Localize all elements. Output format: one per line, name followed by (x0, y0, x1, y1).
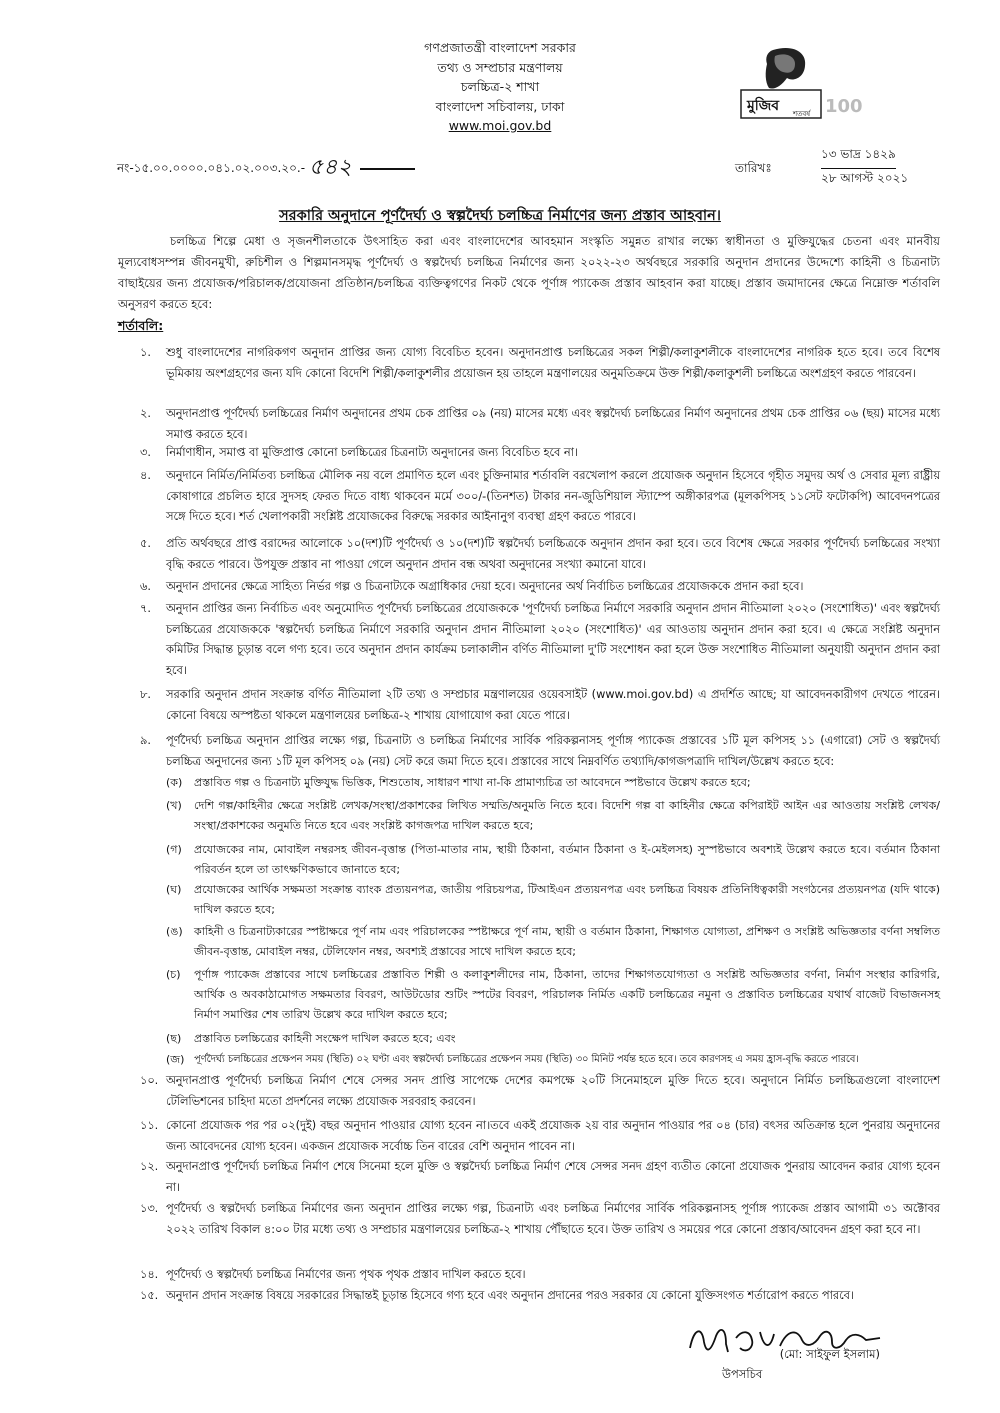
subitem-text: প্রস্তাবিত চলচ্চিত্রের কাহিনী সংক্ষেপ দাখিল করতে হবে; এবং (194, 1032, 456, 1045)
conditions-heading: শর্তাবলি: (118, 318, 164, 333)
condition-number: ১৫. (140, 1289, 159, 1302)
condition-item-14 (118, 1265, 940, 1286)
ministry-name: তথ্য ও সম্প্রচার মন্ত্রণালয় (437, 59, 563, 75)
condition-number: ১৩. (140, 1202, 159, 1215)
svg-text:শতবর্ষ: শতবর্ষ (793, 110, 811, 118)
section-name: চলচ্চিত্র-২ শাখা (460, 79, 540, 94)
condition-text: শুধু বাংলাদেশের নাগরিকগণ অনুদান প্রাপ্তির জন্য যোগ্য বিবেচিত হবেন। অনুদানপ্রাপ্ত চলচ্চিত্রের সকল শিল্পী/কলাকুশলীকে বাংলাদেশের নাগরিক হতে হবে। তবে বিশেষ ভূমিকায় অংশগ্রহণের জন্য যদি কোনো বিদেশি শিল্পী/কলাকুশলীর প্রয়োজন হয় তাহলে মন্ত্রণালয়ের অনুমতিক্রমে উক্ত শিল্পী/কলাকুশলী চলচ্চিত্রে অংশগ্রহণ করতে পারবেন। (166, 346, 940, 380)
subitem-text: কাহিনী ও চিত্রনাট্যকারের স্পষ্টাক্ষরে পূর্ণ নাম এবং পরিচালকের স্পষ্টাক্ষরে পূর্ণ নাম, স্থায়ী ও বর্তমান ঠিকানা, শিক্ষাগত যোগ্যতা, প্রশিক্ষণ ও সংশ্লিষ্ট অভিজ্ঞতার বর্ণনা সম্বলিত জীবন-বৃত্তান্ত, মোবাইল নম্বর, টেলিফোন নম্বর, অবশ্যই প্রস্তাবের সাথে দাখিল করতে হবে; (194, 925, 940, 958)
govt-name: গণপ্রজাতন্ত্রী বাংলাদেশ সরকার (424, 40, 576, 55)
condition-text: অনুদান প্রদানের ক্ষেত্রে সাহিত্য নির্ভর গল্প ও চিত্রনাট্যকে অগ্রাধিকার দেয়া হবে। অনুদানের অর্থ নির্বাচিত চলচ্চিত্রের প্রযোজককে প্রদান করা হবে। (166, 580, 804, 593)
memo-number-text: নং-১৫.০০.০০০০.০৪১.০২.০০৩.২০.- (117, 161, 306, 175)
condition-text: প্রতি অর্থবছরে প্রাপ্ত বরাদ্দের আলোকে ১০(দশ)টি পূর্ণদৈর্ঘ্য ও ১০(দশ)টি স্বল্পদৈর্ঘ্য চলচ্চিত্রকে অনুদান প্রদান করা হবে। তবে বিশেষ ক্ষেত্রে সরকার পূর্ণদৈর্ঘ্য চলচ্চিত্রের সংখ্যা বৃদ্ধি করতে পারবে। উপযুক্ত প্রস্তাব না পাওয়া গেলে অনুদান প্রদান বন্ধ অথবা অনুদানের সংখ্যা কমানো যাবে। (166, 537, 940, 571)
memo-handwritten-number: ৫৪২ (308, 155, 352, 180)
condition-item-5 (118, 534, 940, 575)
condition-item-7 (118, 599, 940, 681)
subitem-cha (166, 965, 940, 1025)
condition-number: ৭. (140, 602, 151, 615)
condition-number: ৯. (140, 734, 151, 747)
condition-number: ৪. (140, 469, 151, 482)
condition-number: ১২. (140, 1160, 159, 1173)
condition-item-1 (118, 343, 940, 384)
subitem-label: (জ) (166, 1053, 185, 1066)
condition-number: ৬. (140, 580, 151, 593)
subitem-umo (166, 922, 940, 962)
subitem-text: প্রযোজকের আর্থিক সক্ষমতা সংক্রান্ত ব্যাংক প্রত্যয়নপত্র, জাতীয় পরিচয়পত্র, টিআইএন প্রত্যয়নপত্র এবং চলচ্চিত্র বিষয়ক প্রতিনিধিত্বকারী সংগঠনের প্রত্যয়নপত্র (যদি থাকে) দাখিল করতে হবে; (194, 883, 940, 916)
subitem-text: প্রযোজকের নাম, মোবাইল নম্বরসহ জীবন-বৃত্তান্ত (পিতা-মাতার নাম, স্থায়ী ঠিকানা, বর্তমান ঠিকানা ও ই-মেইলসহ) সুস্পষ্টভাবে অবশ্যই উল্লেখ করতে হবে। বর্তমান ঠিকানা পরিবর্তন হলে তা তাৎক্ষণিকভাবে জানাতে হবে; (194, 843, 940, 876)
memo-underline (360, 168, 415, 170)
subitem-label: (গ) (166, 843, 182, 856)
condition-number: ২. (140, 407, 151, 420)
subitem-text: পূর্ণাঙ্গ প্যাকেজ প্রস্তাবের সাথে চলচ্চিত্রের প্রস্তাবিত শিল্পী ও কলাকুশলীদের নাম, ঠিকানা, তাদের শিক্ষাগতযোগ্যতা ও সংশ্লিষ্ট অভিজ্ঞতার বর্ণনা, নির্মাণ সংস্থার কারিগরি, আর্থিক ও অবকাঠামোগত সক্ষমতার বিবরণ, আউটডোর শুটিং স্পটের বিবরণ, পরিচালক নির্মিত একটি চলচ্চিত্রের নমুনা ও প্রস্তাবিত চলচ্চিত্রের যথার্থ বাজেট বিভাজনসহ নির্মাণ সমাপ্তির শেষ তারিখ উল্লেখ করে দাখিল করতে হবে; (194, 968, 940, 1021)
condition-item-9 (118, 731, 940, 772)
subitem-ja (166, 1050, 940, 1070)
date-label: তারিখঃ (735, 161, 772, 175)
date-english: ২৮ আগস্ট ২০২১ (821, 171, 909, 185)
subitem-kha (166, 796, 940, 836)
condition-number: ৫. (140, 537, 151, 550)
condition-item-13 (118, 1199, 940, 1240)
subitem-label: (ছ) (166, 1032, 182, 1045)
condition-item-15 (118, 1286, 940, 1307)
condition-text: অনুদান প্রাপ্তির জন্য নির্বাচিত এবং অনুমোদিত পূর্ণদৈর্ঘ্য চলচ্চিত্রের প্রযোজককে 'পূর্ণদৈর্ঘ্য চলচ্চিত্র নির্মাণে সরকারি অনুদান প্রদান নীতিমালা ২০২০ (সংশোধিত)' এবং স্বল্পদৈর্ঘ্য চলচ্চিত্রের প্রযোজককে 'স্বল্পদৈর্ঘ্য চলচ্চিত্র নির্মাণে সরকারি অনুদান প্রদান নীতিমালা ২০২০ (সংশোধিত)' এর আওতায় অনুদান প্রদান করা হবে। এ ক্ষেত্রে সংশ্লিষ্ট অনুদান কমিটির সিদ্ধান্ত চূড়ান্ত বলে গণ্য হবে। তবে অনুদান প্রদান কার্যক্রম চলাকালীন বর্ণিত নীতিমালা দু'টি সংশোধন করা হলে উক্ত সংশোধিত নীতিমালা অনুযায়ী অনুদান প্রদান করা হবে। (166, 602, 940, 677)
condition-text: অনুদান প্রদান সংক্রান্ত বিষয়ে সরকারের সিদ্ধান্তই চূড়ান্ত হিসেবে গণ্য হবে এবং অনুদান প্রদানের পরও সরকার যে কোনো যুক্তিসংগত শর্তারোপ করতে পারবে। (166, 1289, 854, 1302)
subitem-chha (166, 1029, 940, 1049)
condition-number: ৮. (140, 688, 151, 701)
subitem-label: (চ) (166, 968, 181, 981)
condition-item-4 (118, 466, 940, 528)
subitem-text: দেশি গল্প/কাহিনীর ক্ষেত্রে সংশ্লিষ্ট লেখক/সংস্থা/প্রকাশকের লিখিত সম্মতি/অনুমতি নিতে হবে। বিদেশি গল্প বা কাহিনীর ক্ষেত্রে কপিরাইট আইন এর আওতায় সংশ্লিষ্ট লেখক/সংস্থা/প্রকাশকের অনুমতি নিতে হবে এবং সংশ্লিষ্ট কাগজপত্র দাখিল করতে হবে; (194, 799, 940, 832)
condition-text: সরকারি অনুদান প্রদান সংক্রান্ত বর্ণিত নীতিমালা ২টি তথ্য ও সম্প্রচার মন্ত্রণালয়ের ওয়েবসাইট (www.moi.gov.bd) এ প্রদর্শিত আছে; যা আবেদনকারীগণ দেখতে পারেন। কোনো বিষয়ে অস্পষ্টতা থাকলে মন্ত্রণালয়ের চলচ্চিত্র-২ শাখায় যোগাযোগ করা যেতে পারে। (166, 688, 940, 722)
mujib-borsho-logo (735, 44, 865, 122)
condition-number: ১১. (140, 1119, 159, 1132)
memo-number (117, 148, 415, 185)
condition-item-10 (118, 1071, 940, 1112)
website-link[interactable]: www.moi.gov.bd (448, 118, 552, 133)
office-address: বাংলাদেশ সচিবালয়, ঢাকা (435, 98, 565, 114)
svg-text:মুজিব: মুজিব (747, 98, 780, 114)
subitem-ka (166, 773, 940, 793)
subitem-gha (166, 880, 940, 920)
condition-item-8 (118, 685, 940, 726)
subitem-label: (ঙ) (166, 925, 183, 938)
condition-number: ১৪. (140, 1268, 159, 1281)
condition-text: অনুদানে নির্মিত/নির্মিতব্য চলচ্চিত্র মৌলিক নয় বলে প্রমাণিত হলে এবং চুক্তিনামার শর্তাবলি বরখেলাপ করলে প্রযোজক অনুদান হিসেবে গৃহীত সমুদয় অর্থ ও সেবার মূল্য রাষ্ট্রীয় কোষাগারে প্রচলিত হারে সুদসহ ফেরত দিতে বাধ্য থাকবেন মর্মে ৩০০/-(তিনশত) টাকার নন-জুডিশিয়াল স্ট্যাম্পে অঙ্গীকারপত্র (মূলকপিসহ ১১সেট ফটোকপি) আবেদনপত্রের সঙ্গে দিতে হবে। শর্ত খেলাপকারী সংশ্লিষ্ট প্রযোজকের বিরুদ্ধে সরকার আইনানুগ ব্যবস্থা গ্রহণ করতে পারবে। (166, 469, 940, 523)
subitem-label: (ঘ) (166, 883, 182, 896)
subitem-label: (খ) (166, 799, 182, 812)
condition-text: কোনো প্রযোজক পর পর ০২(দুই) বছর অনুদান পাওয়ার যোগ্য হবেন না।তবে একই প্রযোজক ২য় বার অনুদান পাওয়ার পর ০৪ (চার) বৎসর অতিক্রান্ত হলে পুনরায় অনুদানের জন্য আবেদনের যোগ্য হবেন। একজন প্রযোজক সর্বোচ্চ তিন বারের বেশি অনুদান পাবেন না। (166, 1119, 940, 1153)
condition-number: ১. (140, 346, 151, 359)
condition-item-6 (118, 577, 940, 598)
condition-text: পূর্ণদৈর্ঘ্য ও স্বল্পদৈর্ঘ্য চলচ্চিত্র নির্মাণের জন্য অনুদান প্রাপ্তির লক্ষ্যে গল্প, চিত্রনাট্য এবং চলচ্চিত্র নির্মাণের সার্বিক পরিকল্পনাসহ পূর্ণাঙ্গ প্যাকেজ প্রস্তাব আগামী ৩১ অক্টোবর ২০২২ তারিখ বিকাল ৪:০০ টার মধ্যে তথ্য ও সম্প্রচার মন্ত্রণালয়ের চলচ্চিত্র-২ শাখায় পৌঁছাতে হবে। উক্ত তারিখ ও সময়ের পরে কোনো প্রস্তাব/আবেদন গ্রহণ করা হবে না। (166, 1202, 940, 1236)
intro-paragraph: চলচ্চিত্র শিল্পে মেধা ও সৃজনশীলতাকে উৎসাহিত করা এবং বাংলাদেশের আবহমান সংস্কৃতি সমুন্নত রাখার লক্ষ্যে স্বাধীনতা ও মুক্তিযুদ্ধের চেতনা এবং মানবীয় মূল্যবোধসম্পন্ন জীবনমুখী, রুচিশীল ও শিল্পমানসমৃদ্ধ পূর্ণদৈর্ঘ্য ও স্বল্পদৈর্ঘ্য চলচ্চিত্র নির্মাণের জন্য ২০২২-২৩ অর্থবছরে সরকারি অনুদান প্রদানের উদ্দেশ্যে কাহিনী ও চিত্রনাট্য বাছাইয়ের জন্য প্রযোজক/পরিচালক/প্রযোজনা প্রতিষ্ঠান/চলচ্চিত্র ব্যক্তিত্বগণের নিকট থেকে পূর্ণাঙ্গ প্যাকেজ প্রস্তাব আহবান করা যাচ্ছে। প্রস্তাব জমাদানের ক্ষেত্রে নিম্নোক্ত শর্তাবলি অনুসরণ করতে হবে: (118, 234, 940, 311)
condition-text: পূর্ণদৈর্ঘ্য চলচ্চিত্র অনুদান প্রাপ্তির লক্ষ্যে গল্প, চিত্রনাট্য ও চলচ্চিত্র নির্মাণের সার্বিক পরিকল্পনাসহ পূর্ণাঙ্গ প্যাকেজ প্রস্তাবের ১টি মূল কপিসহ ১১ (এগারো) সেট ও স্বল্পদৈর্ঘ্য চলচ্চিত্র অনুদানের জন্য ১টি মূল কপিসহ ০৯ (নয়) সেট করে জমা দিতে হবে। প্রস্তাবের সাথে নিম্নবর্ণিত তথ্যাদি/কাগজপত্রাদি দাখিল/উল্লেখ করতে হবে: (166, 734, 940, 768)
condition-text: অনুদানপ্রাপ্ত পূর্ণদৈর্ঘ্য চলচ্চিত্র নির্মাণ শেষে সেন্সর সনদ প্রাপ্তি সাপেক্ষে দেশের কমপক্ষে ২০টি সিনেমাহলে মুক্তি দিতে হবে। অনুদানে নির্মিত চলচ্চিত্রগুলো বাংলাদেশ টেলিভিশনের চাহিদা মতো প্রদর্শনের লক্ষ্যে প্রযোজক সরবরাহ করবেন। (166, 1074, 940, 1108)
condition-item-12 (118, 1157, 940, 1198)
signatory-name: (মো: সাইফুল ইসলাম) (779, 1347, 880, 1361)
signatory-designation: উপসচিব (722, 1367, 763, 1381)
notice-title (0, 205, 1000, 229)
subitem-label: (ক) (166, 776, 183, 789)
condition-text: নির্মাণাধীন, সমাপ্ত বা মুক্তিপ্রাপ্ত কোনো চলচ্চিত্রের চিত্রনাট্য অনুদানের জন্য বিবেচিত হবে না। (166, 446, 578, 459)
condition-number: ১০. (140, 1074, 159, 1087)
condition-number: ৩. (140, 446, 151, 459)
subitem-text: প্রস্তাবিত গল্প ও চিত্রনাট্য মুক্তিযুদ্ধ ভিত্তিক, শিশুতোষ, সাধারণ শাখা না-কি প্রামাণ্যচিত্র তা আবেদনে স্পষ্টভাবে উল্লেখ করতে হবে; (194, 776, 751, 789)
condition-item-2 (118, 404, 940, 445)
svg-text:100: 100 (825, 96, 863, 117)
condition-text: অনুদানপ্রাপ্ত পূর্ণদৈর্ঘ্য চলচ্চিত্র নির্মাণ শেষে সিনেমা হলে মুক্তি ও স্বল্পদৈর্ঘ্য চলচ্চিত্র নির্মাণ শেষে সেন্সর সনদ গ্রহণ ব্যতীত কোনো প্রযোজক পুনরায় আবেদন করার যোগ্য হবেন না। (166, 1160, 940, 1194)
notice-title-text: সরকারি অনুদানে পূর্ণদৈর্ঘ্য ও স্বল্পদৈর্ঘ্য চলচ্চিত্র নির্মাণের জন্য প্রস্তাব আহবান। (279, 208, 721, 224)
condition-item-3 (118, 443, 940, 464)
condition-item-11 (118, 1116, 940, 1157)
date-bangla: ১৩ ভাদ্র ১৪২৯ (821, 146, 896, 169)
subitem-ga (166, 840, 940, 880)
condition-text: পূর্ণদৈর্ঘ্য ও স্বল্পদৈর্ঘ্য চলচ্চিত্র নির্মাণের জন্য পৃথক পৃথক প্রস্তাব দাখিল করতে হবে। (166, 1268, 526, 1281)
subitem-text: পূর্ণদৈর্ঘ্য চলচ্চিত্রের প্রক্ষেপন সময় (স্থিতি) ০২ ঘণ্টা এবং স্বল্পদৈর্ঘ্য চলচ্চিত্রের প্রক্ষেপন সময় (স্থিতি) ৩০ মিনিট পর্যন্ত হতে হবে। তবে কারণসহ এ সময় হ্রাস-বৃদ্ধি করতে পারবে। (194, 1054, 859, 1065)
condition-text: অনুদানপ্রাপ্ত পূর্ণদৈর্ঘ্য চলচ্চিত্রের নির্মাণ অনুদানের প্রথম চেক প্রাপ্তির ০৯ (নয়) মাসের মধ্যে এবং স্বল্পদৈর্ঘ্য চলচ্চিত্রের নির্মাণ অনুদানের প্রথম চেক প্রাপ্তির ০৬ (ছয়) মাসের মধ্যে সমাপ্ত করতে হবে। (166, 407, 940, 441)
